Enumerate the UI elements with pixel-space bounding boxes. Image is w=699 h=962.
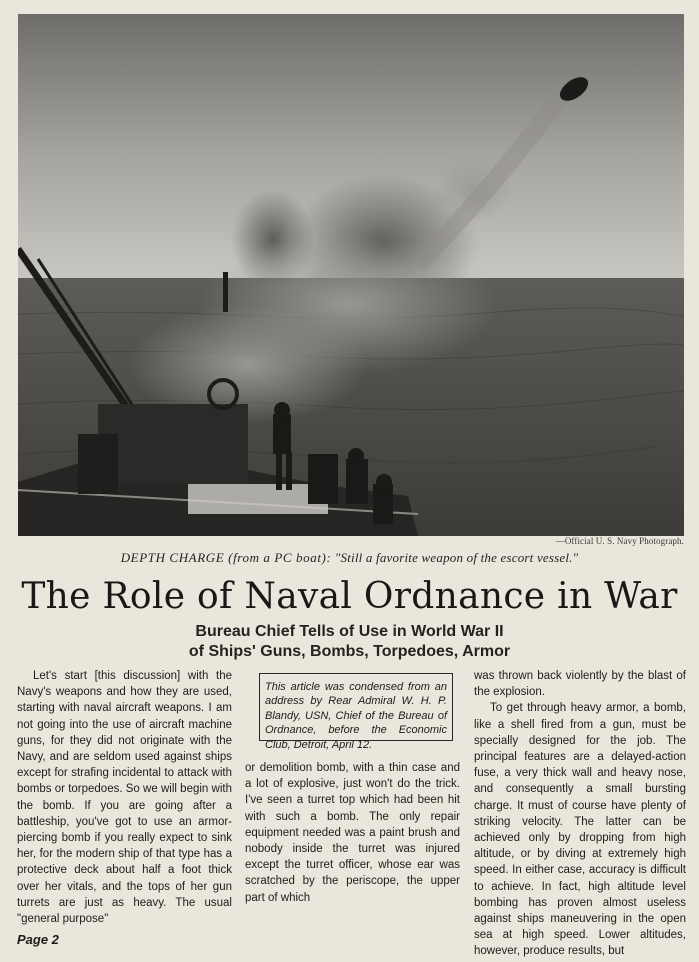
caption-lead: DEPTH CHARGE (from a PC boat): bbox=[120, 550, 332, 565]
paragraph: Let's start [this discussion] with the Navy's weapons and how they are used, starting with naval aircraft weapons. I am not going into the use of aircraft machine guns, for they did not originate with the Navy, and are seldom used against ships except for strafing incidental to attack with bombs or torpedoes. So we will begin with the bomb. If you are going after a battleship, you've got to use an armor-piercing bomb if you really expect to sink her, for the modern ship of that type has a protective deck about half a foot thick over her vitals, and the tops of her gun turrets are just as heavy. The usual "general purpose" bbox=[17, 670, 232, 926]
paragraph: was thrown back violently by the blast of the explosion. bbox=[474, 670, 686, 699]
subtitle-line-2: of Ships' Guns, Bombs, Torpedoes, Armor bbox=[188, 643, 511, 660]
paragraph: To get through heavy armor, a bomb, like a shell fired from a gun, must be specially designed for the job. The principal features are a delayed-action fuse, a very thick wall and heavy nose, and consequently a small bursting charge. It must of course have plenty of striking velocity. The latter can be achieved only by dropping from high altitude, or by diving at extremely high speed. In either case, accuracy is difficult to achieve. In fact, high altitude level bombing has proven almost useless against ships maneuvering in the open sea at high speed. Lower altitudes, however, produce results, but bbox=[474, 702, 686, 958]
article-column-1 bbox=[17, 668, 232, 927]
subtitle-line-1: Bureau Chief Tells of Use in World War II bbox=[195, 623, 504, 640]
paragraph: or demolition bomb, with a thin case and a lot of explosive, just won't do the trick. I've seen a turret top which had been hit with such a bomb. The only repair equipment needed was a paint brush and nobody inside the turret was injured except the turret officer, whose ear was scratched by the periscope, the upper part of which bbox=[245, 762, 460, 904]
article-column-2 bbox=[245, 760, 460, 906]
photo-illustration bbox=[18, 14, 684, 536]
page-number: Page 2 bbox=[17, 932, 59, 947]
article-title: The Role of Naval Ordnance in War bbox=[21, 576, 678, 617]
condensed-note-box: This article was condensed from an address by Rear Admiral W. H. P. Blandy, USN, Chief of the Bureau of Ordnance, before the Economic Club, Detroit, April 12. bbox=[259, 673, 453, 741]
depth-charge-photo bbox=[18, 14, 684, 536]
article-subtitle bbox=[0, 622, 699, 662]
photo-credit: —Official U. S. Navy Photograph. bbox=[555, 536, 684, 546]
caption-quote: "Still a favorite weapon of the escort vessel." bbox=[334, 550, 579, 565]
photo-caption bbox=[0, 550, 699, 566]
article-column-3 bbox=[474, 668, 686, 960]
